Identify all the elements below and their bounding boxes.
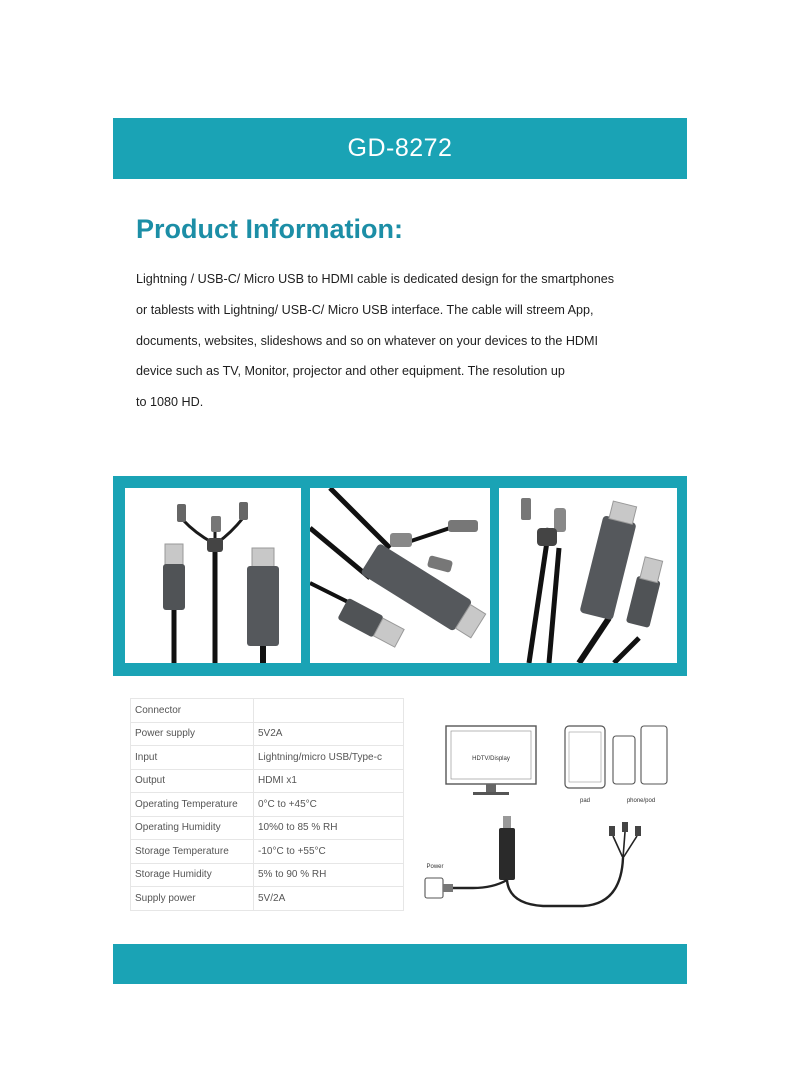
- product-photo-1: [125, 488, 301, 663]
- spec-key: Input: [131, 746, 254, 770]
- spec-key: Storage Temperature: [131, 840, 254, 864]
- product-sheet: [113, 118, 687, 984]
- phone-icon: [613, 726, 667, 784]
- power-adapter-icon: [425, 878, 453, 898]
- connection-diagram: [413, 708, 683, 918]
- table-row: [131, 722, 404, 746]
- display-label: HDTV/Display: [472, 756, 510, 762]
- spec-value: 5V2A: [254, 722, 404, 746]
- product-info-heading: Product Information:: [136, 214, 403, 244]
- spec-key: Storage Humidity: [131, 863, 254, 887]
- spec-value: 5% to 90 % RH: [254, 863, 404, 887]
- table-row: [131, 816, 404, 840]
- description-line: Lightning / USB-C/ Micro USB to HDMI cable is dedicated design for the smartphones: [136, 272, 615, 286]
- cable-angled-photo: [310, 488, 490, 663]
- spec-key: Supply power: [131, 887, 254, 911]
- table-row: [131, 699, 404, 723]
- cable-front-photo: [125, 488, 301, 663]
- description-line: device such as TV, Monitor, projector and other equipment. The resolution up: [136, 364, 565, 379]
- spec-key: Power supply: [131, 722, 254, 746]
- table-row: [131, 769, 404, 793]
- phone-label: phone/pod: [626, 798, 656, 804]
- spec-value: -10°C to +55°C: [254, 840, 404, 864]
- pad-label: pad: [579, 798, 591, 804]
- table-row: [131, 840, 404, 864]
- spec-value: 10%0 to 85 % RH: [254, 816, 404, 840]
- description-line: to 1080 HD.: [136, 395, 204, 410]
- spec-value: [254, 699, 404, 723]
- cable-side-photo: [499, 488, 677, 663]
- description-line: or tablests with Lightning/ USB-C/ Micro USB interface. The cable will streem App,: [136, 302, 594, 317]
- power-label: Power: [426, 864, 444, 870]
- product-photo-gallery: [113, 476, 687, 676]
- product-description: [136, 264, 676, 418]
- product-photo-2: [310, 488, 490, 663]
- header-bar: [113, 118, 687, 179]
- spec-key: Operating Humidity: [131, 816, 254, 840]
- spec-value: 5V/2A: [254, 887, 404, 911]
- table-row: [131, 746, 404, 770]
- spec-key: Connector: [131, 699, 254, 723]
- spec-key: Output: [131, 769, 254, 793]
- product-photo-3: [499, 488, 677, 663]
- spec-value: 0°C to +45°C: [254, 793, 404, 817]
- tablet-icon: [565, 726, 605, 788]
- spec-key: Operating Temperature: [131, 793, 254, 817]
- spec-value: Lightning/micro USB/Type-c: [254, 746, 404, 770]
- table-row: [131, 887, 404, 911]
- table-row: [131, 793, 404, 817]
- spec-table: [130, 698, 404, 911]
- description-line: documents, websites, slideshows and so on whatever on your devices to the HDMI: [136, 333, 599, 348]
- model-title: GD-8272: [347, 134, 453, 162]
- spec-value: HDMI x1: [254, 769, 404, 793]
- table-row: [131, 863, 404, 887]
- footer-bar: [113, 944, 687, 984]
